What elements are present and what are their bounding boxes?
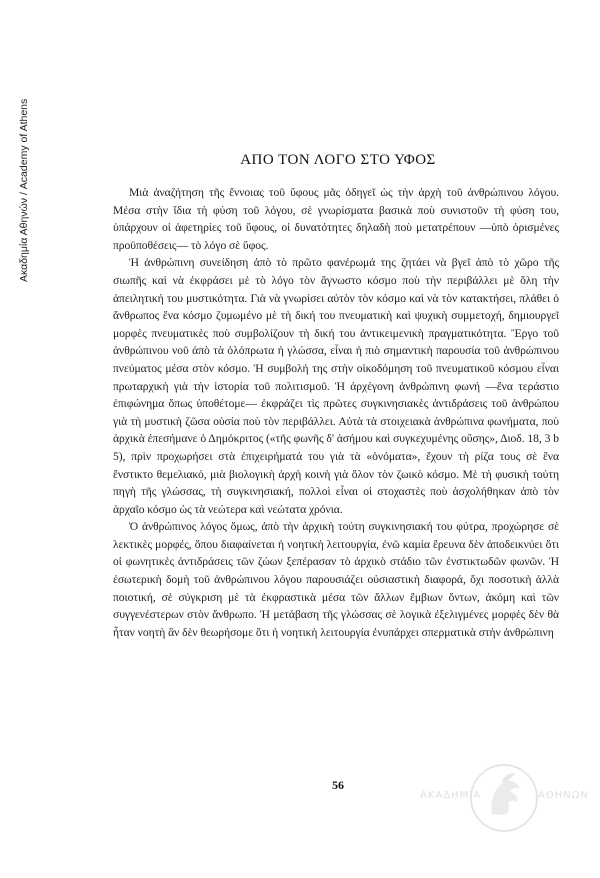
watermark-right-text: ΑΘΗΝΩΝ xyxy=(538,790,589,801)
paragraph-1: Μιὰ ἀναζήτηση τῆς ἔννοιας τοῦ ὕφους μᾶς ὁδηγεῖ ὡς τὴν ἀρχὴ τοῦ ἀνθρώπινου λόγου. Μέσα στὴν ἴδια τὴ φύση τοῦ λόγου, σὲ γνωρίσματα βασικὰ ποὺ συνιστοῦν τὴ φύση του, ὑπάρχουν οἱ ἀφετηρίες τοῦ ὕφους, οἱ δυνατότητες δηλαδὴ ποὺ μετατρέπουν —ὑπὸ ὁρισμένες προϋποθέσεις— τὸ λόγο σὲ ὕφος. xyxy=(113,186,559,252)
paragraph-3: Ὁ ἀνθρώπινος λόγος ὅμως, ἀπὸ τὴν ἀρχικὴ τούτη συγκινησιακή του φύτρα, προχώρησε σὲ λεκτικὲς μορφές, ὅπου διαφαίνεται ἡ νοητικὴ λειτουργία, ἐνῶ καμία ἔρευνα δὲν ἀποδεικνύει ὅτι οἱ φωνητικὲς ἀντιδράσεις τῶν ζώων ξεπέρασαν τὸ ἀρχικὸ στάδιο τῶν ἐνστικτωδῶν φωνῶν. Ἡ ἐσωτερικὴ δομὴ τοῦ ἀνθρώπινου λόγου παρουσιάζει οὐσιαστικὴ διαφορά, ὄχι ποσοτικὴ ἀλλὰ ποιοτική, σὲ σύγκριση μὲ τὰ ἐκφραστικὰ μέσα τῶν ἄλλων ἔμβιων ὄντων, ἀκόμη καὶ τῶν συγγενέστερων στὸν ἄνθρωπο. Ἡ μετάβαση τῆς γλώσσας σὲ λογικὰ ἐξελιγμένες μορφὲς δὲν θὰ ἦταν νοητὴ ἂν δὲν θεωρήσομε ὅτι ἡ νοητικὴ λειτουργία ἐνυπάρχει σπερματικὰ στὴν ἀνθρώπινη xyxy=(113,520,559,639)
archive-side-label: Ακαδημία Αθηνών / Academy of Athens xyxy=(18,98,30,282)
watermark-left-text: ΑΚΑΔΗΜΙΑ xyxy=(420,790,482,801)
body-text xyxy=(113,184,559,641)
paragraph-2: Ἡ ἀνθρώπινη συνείδηση ἀπὸ τὸ πρῶτο φανέρωμά της ζητάει νὰ βγεῖ ἀπὸ τὸ χῶρο τῆς σιωπῆς καὶ νὰ ἐκφράσει μὲ τὸ λόγο τὸν ἄγνωστο κόσμο ποὺ τὴν περιβάλλει μὲ ὅλη τὴν ἀπειλητική του μυστικότητα. Γιὰ νὰ γνωρίσει αὐτὸν τὸν κόσμο καὶ νὰ τὸν κατακτήσει, πλάθει ὁ ἄνθρωπος ἕνα κόσμο ζυμωμένο μὲ τὴ δική του πνευματικὴ καὶ ψυχικὴ συμμετοχή, δημιουργεῖ μορφὲς πνευματικὲς ποὺ συμβολίζουν τὴ δική του ἀντικειμενικὴ πραγματικότητα. Ἔργο τοῦ ἀνθρώπινου νοῦ ἀπὸ τὰ ὁλόπρωτα ἡ γλώσσα, εἶναι ἡ πιὸ σημαντικὴ παρουσία τοῦ ἀνθρώπινου πνεύματος μέσα στὸν κόσμο. Ἡ συμβολή της στὴν οἰκοδόμηση τοῦ πνευματικοῦ κόσμου εἶναι πρωταρχικὴ γιὰ τὴν ἱστορία τοῦ πολιτισμοῦ. Ἡ ἀρχέγονη ἀνθρώπινη φωνή —ἕνα τεράστιο ἐπιφώνημα ὅπως ὑποθέτομε— ἐκφράζει τὶς πρῶτες συγκινησιακὲς ἀντιδράσεις τοῦ ἀνθρώπου γιὰ τὴ μυστικὴ ζῶσα οὐσία ποὺ τὸν περιβάλλει. Αὐτὰ τὰ στοιχειακὰ ἀνθρώπινα φωνήματα, ποὺ ἀρχικὰ ἐπεσήμανε ὁ Δημόκριτος («τῆς φωνῆς δ' ἀσήμου καὶ συγκεχυμένης οὔσης», Διοδ. 18, 3 b 5), πρὶν προχωρήσει στὰ ἐπιχειρήματά του γιὰ τὰ «ὀνόματα», ἔχουν τὴ ρίζα τους σὲ ἕνα ἔνστικτο θεμελιακό, μιὰ βιολογικὴ ἀρχὴ κοινὴ γιὰ ὅλον τὸν ζωικὸ κόσμο. Μὲ τὴ φυσικὴ τούτη πηγὴ τῆς γλώσσας, τὴ συγκινησιακή, πολλοὶ εἶναι οἱ στοχαστὲς ποὺ ἀσχολήθηκαν ἀπὸ τὸν ἀρχαῖο κόσμο ὡς τὰ νεώτερα καὶ νεώτατα χρόνια. xyxy=(113,256,559,516)
academy-watermark xyxy=(420,762,592,834)
page-number: 56 xyxy=(332,778,344,792)
chapter-title: ΑΠΟ ΤΟΝ ΛΟΓΟ ΣΤΟ ΥΦΟΣ xyxy=(240,152,436,168)
